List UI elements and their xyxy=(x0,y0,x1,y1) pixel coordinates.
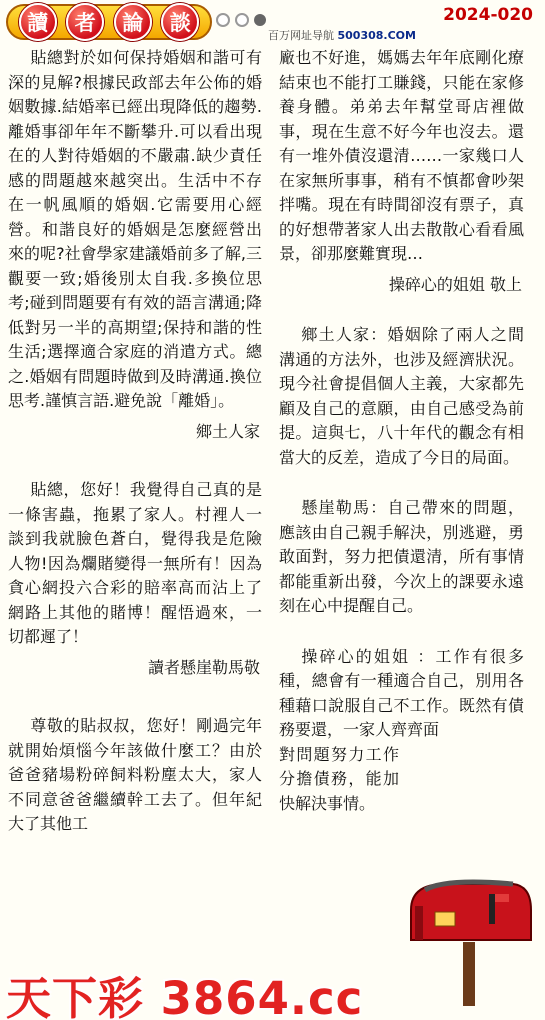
letter-paragraph: 貼總對於如何保持婚姻和諧可有深的見解?根據民政部去年公佈的婚姻數據.結婚率已經出現降低的趨勢.離婚事卻年年不斷攀升.可以看出現在的人對待婚姻的不嚴肅.缺少責任感的問題越來越突出。生活中不存在一帆風順的婚姻.它需要用心經營。和諧良好的婚姻是怎麼經營出來的呢?社會學家建議婚前多了解,三觀要一致;婚後別太自我.多換位思考;碰到問題要有有效的語言溝通;降低對另一半的高期望;保持和諧的性生活;選擇適合家庭的消遣方式。總之.婚姻有問題時做到及時溝通.換位思考.謹慎言語.避免說「離婚」。 xyxy=(8,48,262,410)
reply-paragraph: 操碎心的姐姐 ：工作有很多種，總會有一種適合自己，別用各種藉口說服自己不工作。既然有債務要還，一家人齊齊面 xyxy=(279,646,524,739)
header xyxy=(0,0,545,44)
nav-site-link[interactable]: 500308.COM xyxy=(337,29,416,42)
title-char: 讀 xyxy=(19,3,57,41)
reply-paragraph: 鄉土人家：婚姻除了兩人之間溝通的方法外，也涉及經濟狀況。現今社會提倡個人主義，大家都先顧及自己的意願，由自己感受為前提。這與七，八十年代的觀念有相當大的反差，造成了今日的局面。 xyxy=(279,325,524,467)
reply-paragraph: 懸崖勒馬：自己帶來的問題，應該由自己親手解決，別逃避，勇敢面對，努力把債還清，所有事情都能重新出發，今次上的課要永遠刻在心中提醒自己。 xyxy=(279,498,524,615)
title-char: 談 xyxy=(161,3,199,41)
letter-signature: 鄉土人家 xyxy=(195,421,260,441)
left-column xyxy=(8,46,262,837)
letter-paragraph: 貼總，您好！我覺得自己真的是一條害蟲，拖累了家人。村裡人一談到我就臉色蒼白，覺得我是危險人物!因為爛賭變得一無所有！因為貪心網投六合彩的賠率高而沾上了網路上其他的賭博！醒悟過來，一切都遲了！ xyxy=(8,480,262,646)
decorative-dots xyxy=(216,13,266,27)
circle-icon xyxy=(235,13,249,27)
nav-watermark[interactable] xyxy=(268,27,416,43)
issue-number: 2024-020 xyxy=(443,5,533,25)
circle-icon xyxy=(216,13,230,27)
reply-paragraph: 對問題努力工作分擔債務，能加快解決事情。 xyxy=(279,744,399,813)
mailbox-icon xyxy=(405,876,537,1006)
letter-signature: 讀者懸崖勒馬敬 xyxy=(147,657,260,677)
nav-text: 百万网址导航 xyxy=(268,29,334,42)
title-char: 論 xyxy=(114,3,152,41)
letter-paragraph: 廠也不好進，媽媽去年年底剛化療結束也不能打工賺錢，只能在家修養身體。弟弟去年幫堂哥店裡做事，現在生意不好今年也沒去。還有一堆外債沒還清……一家幾口人在家無所事事，稍有不慎都會吵架拌嘴。現在有時間卻沒有票子，真的好想帶著家人出去散散心看看風景，卻那麼難實現… xyxy=(279,48,524,263)
letter-signature: 操碎心的姐姐 敬上 xyxy=(388,274,522,294)
letter-paragraph: 尊敬的貼叔叔，您好！剛過完年就開始煩惱今年該做什麼工？由於爸爸豬場粉碎飼料粉塵太大，家人不同意爸爸繼續幹工去了。但年紀大了其他工 xyxy=(8,716,262,833)
site-watermark: 天下彩 3864.cc xyxy=(6,972,364,1020)
section-title xyxy=(6,4,212,40)
title-char: 者 xyxy=(66,3,104,41)
right-column xyxy=(279,46,524,816)
filled-circle-icon xyxy=(254,14,266,26)
